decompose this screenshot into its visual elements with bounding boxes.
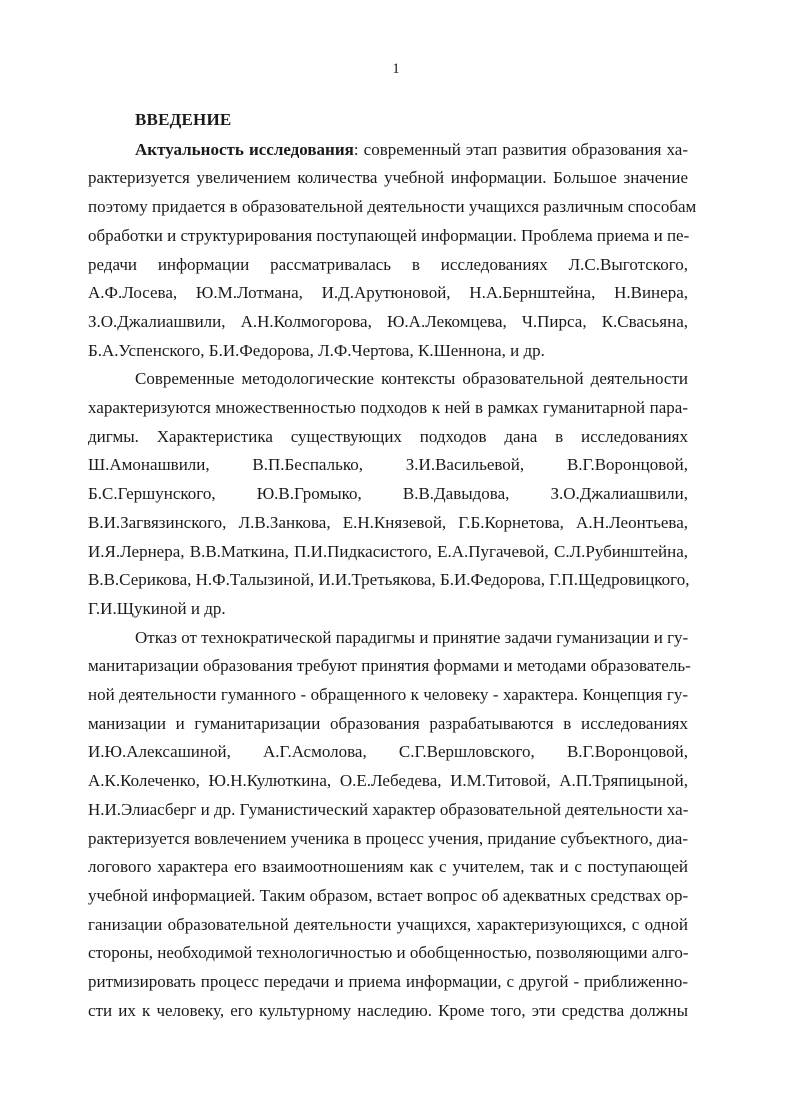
paragraph-line: Современные методологические контексты образовательной деятельности (135, 369, 688, 389)
paragraph-line: Г.И.Щукиной и др. (88, 598, 226, 618)
paragraph-line: ритмизировать процесс передачи и приема информации, с другой - приближенно- (88, 972, 688, 992)
paragraph-line: Б.С.Гершунского, Ю.В.Громыко, В.В.Давыдова, З.О.Джалиашвили, (88, 484, 688, 504)
paragraph-line: Б.А.Успенского, Б.И.Федорова, Л.Ф.Чертова, К.Шеннона, и др. (88, 340, 545, 360)
paragraph-line: В.В.Серикова, Н.Ф.Талызиной, И.И.Третьякова, Б.И.Федорова, Г.П.Щедровицкого, (88, 570, 690, 590)
paragraph-relevance (88, 136, 697, 366)
paragraph-line: учебной информацией. Таким образом, встает вопрос об адекватных средствах ор- (88, 885, 689, 905)
paragraph-line: И.Ю.Алексашиной, А.Г.Асмолова, С.Г.Вершловского, В.Г.Воронцовой, (88, 742, 688, 762)
paragraph-line: Отказ от технократической парадигмы и принятие задачи гуманизации и гу- (135, 627, 689, 647)
paragraph-line: логового характера его взаимоотношениям как с учителем, так и с поступающей (88, 857, 688, 877)
paragraph-line: ной деятельности гуманного - обращенного к человеку - характера. Концепция гу- (88, 685, 688, 705)
paragraph-line: манитаризации образования требуют принятия формами и методами образователь- (88, 656, 691, 676)
paragraph-methodology (88, 365, 688, 623)
paragraph-humanization (88, 624, 691, 1026)
paragraph-line: рактеризуется увеличением количества учебной информации. Большое значение (88, 168, 688, 188)
paragraph-line: дигмы. Характеристика существующих подходов дана в исследованиях (88, 426, 688, 446)
paragraph-line: З.О.Джалиашвили, А.Н.Колмогорова, Ю.А.Лекомцева, Ч.Пирса, К.Свасьяна, (88, 311, 688, 331)
paragraph-line: Н.И.Элиасберг и др. Гуманистический характер образовательной деятельности ха- (88, 799, 689, 819)
paragraph-line: Актуальность исследования: современный этап развития образования ха- (135, 139, 688, 159)
paragraph-line: манизации и гуманитаризации образования разрабатываются в исследованиях (88, 713, 688, 733)
paragraph-line: А.К.Колеченко, Ю.Н.Кулюткина, О.Е.Лебедева, И.М.Титовой, А.П.Тряпицыной, (88, 771, 688, 791)
paragraph-line: редачи информации рассматривалась в исследованиях Л.С.Выготского, (88, 254, 688, 274)
paragraph-line: ганизации образовательной деятельности учащихся, характеризующихся, с одной (88, 914, 688, 934)
paragraph-line: В.И.Загвязинского, Л.В.Занкова, Е.Н.Князевой, Г.Б.Корнетова, А.Н.Леонтьева, (88, 512, 688, 532)
paragraph-line: И.Я.Лернера, В.В.Маткина, П.И.Пидкасистого, Е.А.Пугачевой, С.Л.Рубинштейна, (88, 541, 688, 561)
paragraph-line: стороны, необходимой технологичностью и обобщенностью, позволяющими алго- (88, 943, 689, 963)
paragraph-line: рактеризуется вовлечением ученика в процесс учения, придание субъектного, диа- (88, 828, 688, 848)
paragraph-line: характеризуются множественностью подходов к ней в рамках гуманитарной пара- (88, 398, 688, 418)
document-body (88, 106, 697, 1026)
relevance-lead: Актуальность исследования (135, 139, 354, 159)
section-heading: ВВЕДЕНИЕ (135, 110, 232, 129)
paragraph-line: сти их к человеку, его культурному наследию. Кроме того, эти средства должны (88, 1000, 688, 1020)
paragraph-line: А.Ф.Лосева, Ю.М.Лотмана, И.Д.Арутюновой, Н.А.Бернштейна, Н.Винера, (88, 283, 688, 303)
page-number: 1 (392, 61, 400, 77)
paragraph-line: поэтому придается в образовательной деятельности учащихся различным способам (88, 197, 697, 217)
paragraph-line: Ш.Амонашвили, В.П.Беспалько, З.И.Васильевой, В.Г.Воронцовой, (88, 455, 688, 475)
paragraph-line: обработки и структурирования поступающей информации. Проблема приема и пе- (88, 225, 690, 245)
